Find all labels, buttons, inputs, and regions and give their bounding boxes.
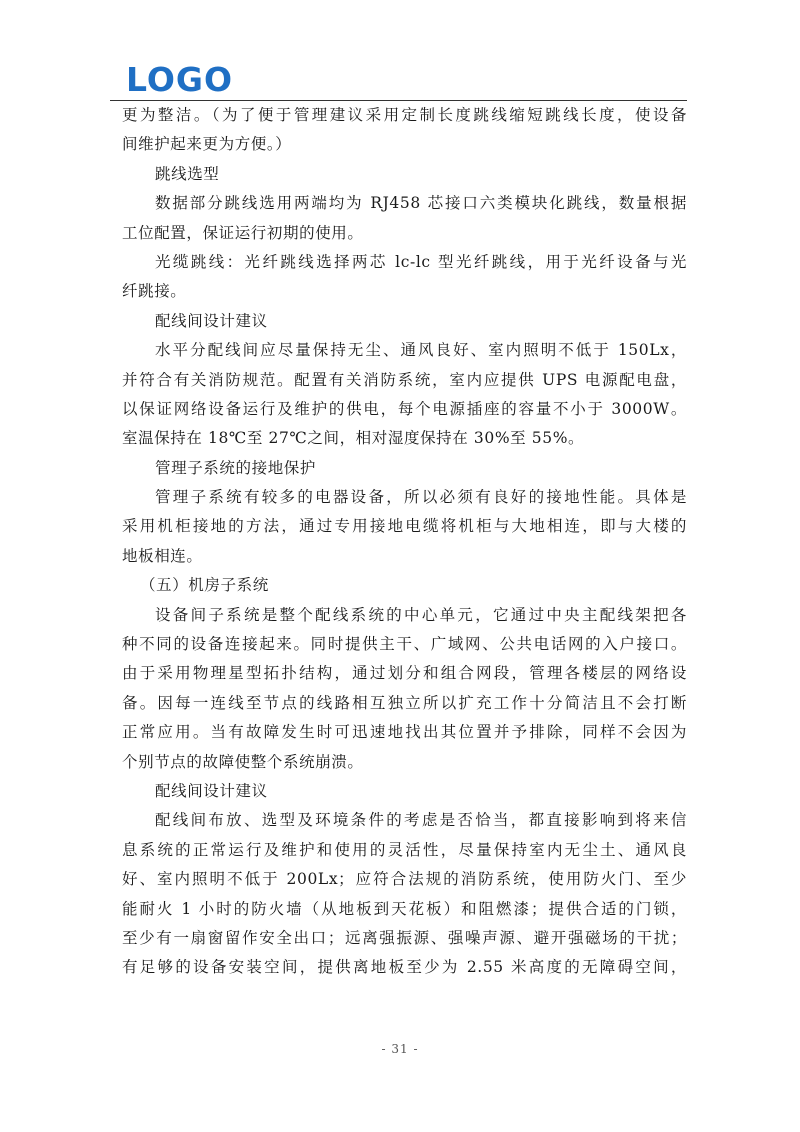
- text-line: 由于采用物理星型拓扑结构，通过划分和组合网段，管理各楼层的网络设: [122, 664, 687, 683]
- text-line: 有足够的设备安装空间，提供离地板至少为 2.55 米高度的无障碍空间，: [122, 958, 687, 977]
- text-line: 设备间子系统是整个配线系统的中心单元，它通过中央主配线架把各: [155, 605, 687, 624]
- subheading: 配线间设计建议: [155, 311, 268, 330]
- text-line: 并符合有关消防规范。配置有关消防系统，室内应提供 UPS 电源配电盘，: [122, 370, 687, 389]
- text-line: 以保证网络设备运行及维护的供电，每个电源插座的容量不小于 3000W。: [122, 399, 687, 418]
- document-body: [122, 101, 687, 983]
- text-line: 采用机柜接地的方法，通过专用接地电缆将机柜与大地相连，即与大楼的: [122, 517, 687, 536]
- text-line: 室温保持在 18℃至 27℃之间，相对湿度保持在 30%至 55%。: [122, 429, 585, 448]
- text-line: 好、室内照明不低于 200Lx；应符合法规的消防系统，使用防火门、至少: [122, 870, 687, 889]
- text-line: 更为整洁。（为了便于管理建议采用定制长度跳线缩短跳线长度，使设备: [122, 106, 687, 124]
- text-line: 地板相连。: [122, 546, 203, 565]
- text-line: 管理子系统有较多的电器设备，所以必须有良好的接地性能。具体是: [155, 488, 687, 507]
- text-line: 纤跳接。: [122, 282, 187, 301]
- text-line: 个别节点的故障使整个系统崩溃。: [122, 752, 364, 771]
- text-line: 息系统的正常运行及维护和使用的灵活性，尽量保持室内无尘土、通风良: [122, 840, 687, 859]
- text-line: 种不同的设备连接起来。同时提供主干、广域网、公共电话网的入户接口。: [122, 635, 687, 654]
- text-line: 工位配置，保证运行初期的使用。: [122, 223, 364, 242]
- subheading: 配线间设计建议: [155, 781, 268, 800]
- text-line: 能耐火 1 小时的防火墙（从地板到天花板）和阻燃漆；提供合适的门锁，: [122, 899, 687, 918]
- page-number: - 31 -: [381, 1042, 419, 1056]
- subheading: 跳线选型: [155, 164, 220, 183]
- text-line: 间维护起来更为方便。）: [122, 135, 292, 154]
- text-line: 配线间布放、选型及环境条件的考虑是否恰当，都直接影响到将来信: [155, 811, 687, 830]
- text-line: 备。因每一连线至节点的线路相互独立所以扩充工作十分简洁且不会打断: [122, 693, 687, 712]
- subheading: 管理子系统的接地保护: [155, 458, 317, 477]
- text-line: 光缆跳线：光纤跳线选择两芯 lc-lc 型光纤跳线，用于光纤设备与光: [155, 252, 687, 271]
- text-line: 数据部分跳线选用两端均为 RJ458 芯接口六类模块化跳线，数量根据: [155, 194, 687, 213]
- section-heading: （五）机房子系统: [140, 576, 269, 595]
- text-line: 正常应用。当有故障发生时可迅速地找出其位置并予排除，同样不会因为: [122, 723, 687, 742]
- text-line: 至少有一扇窗留作安全出口；远离强振源、强噪声源、避开强磁场的干扰；: [122, 928, 687, 947]
- text-line: 水平分配线间应尽量保持无尘、通风良好、室内照明不低于 150Lx，: [155, 341, 687, 360]
- logo: LOGO: [126, 60, 234, 99]
